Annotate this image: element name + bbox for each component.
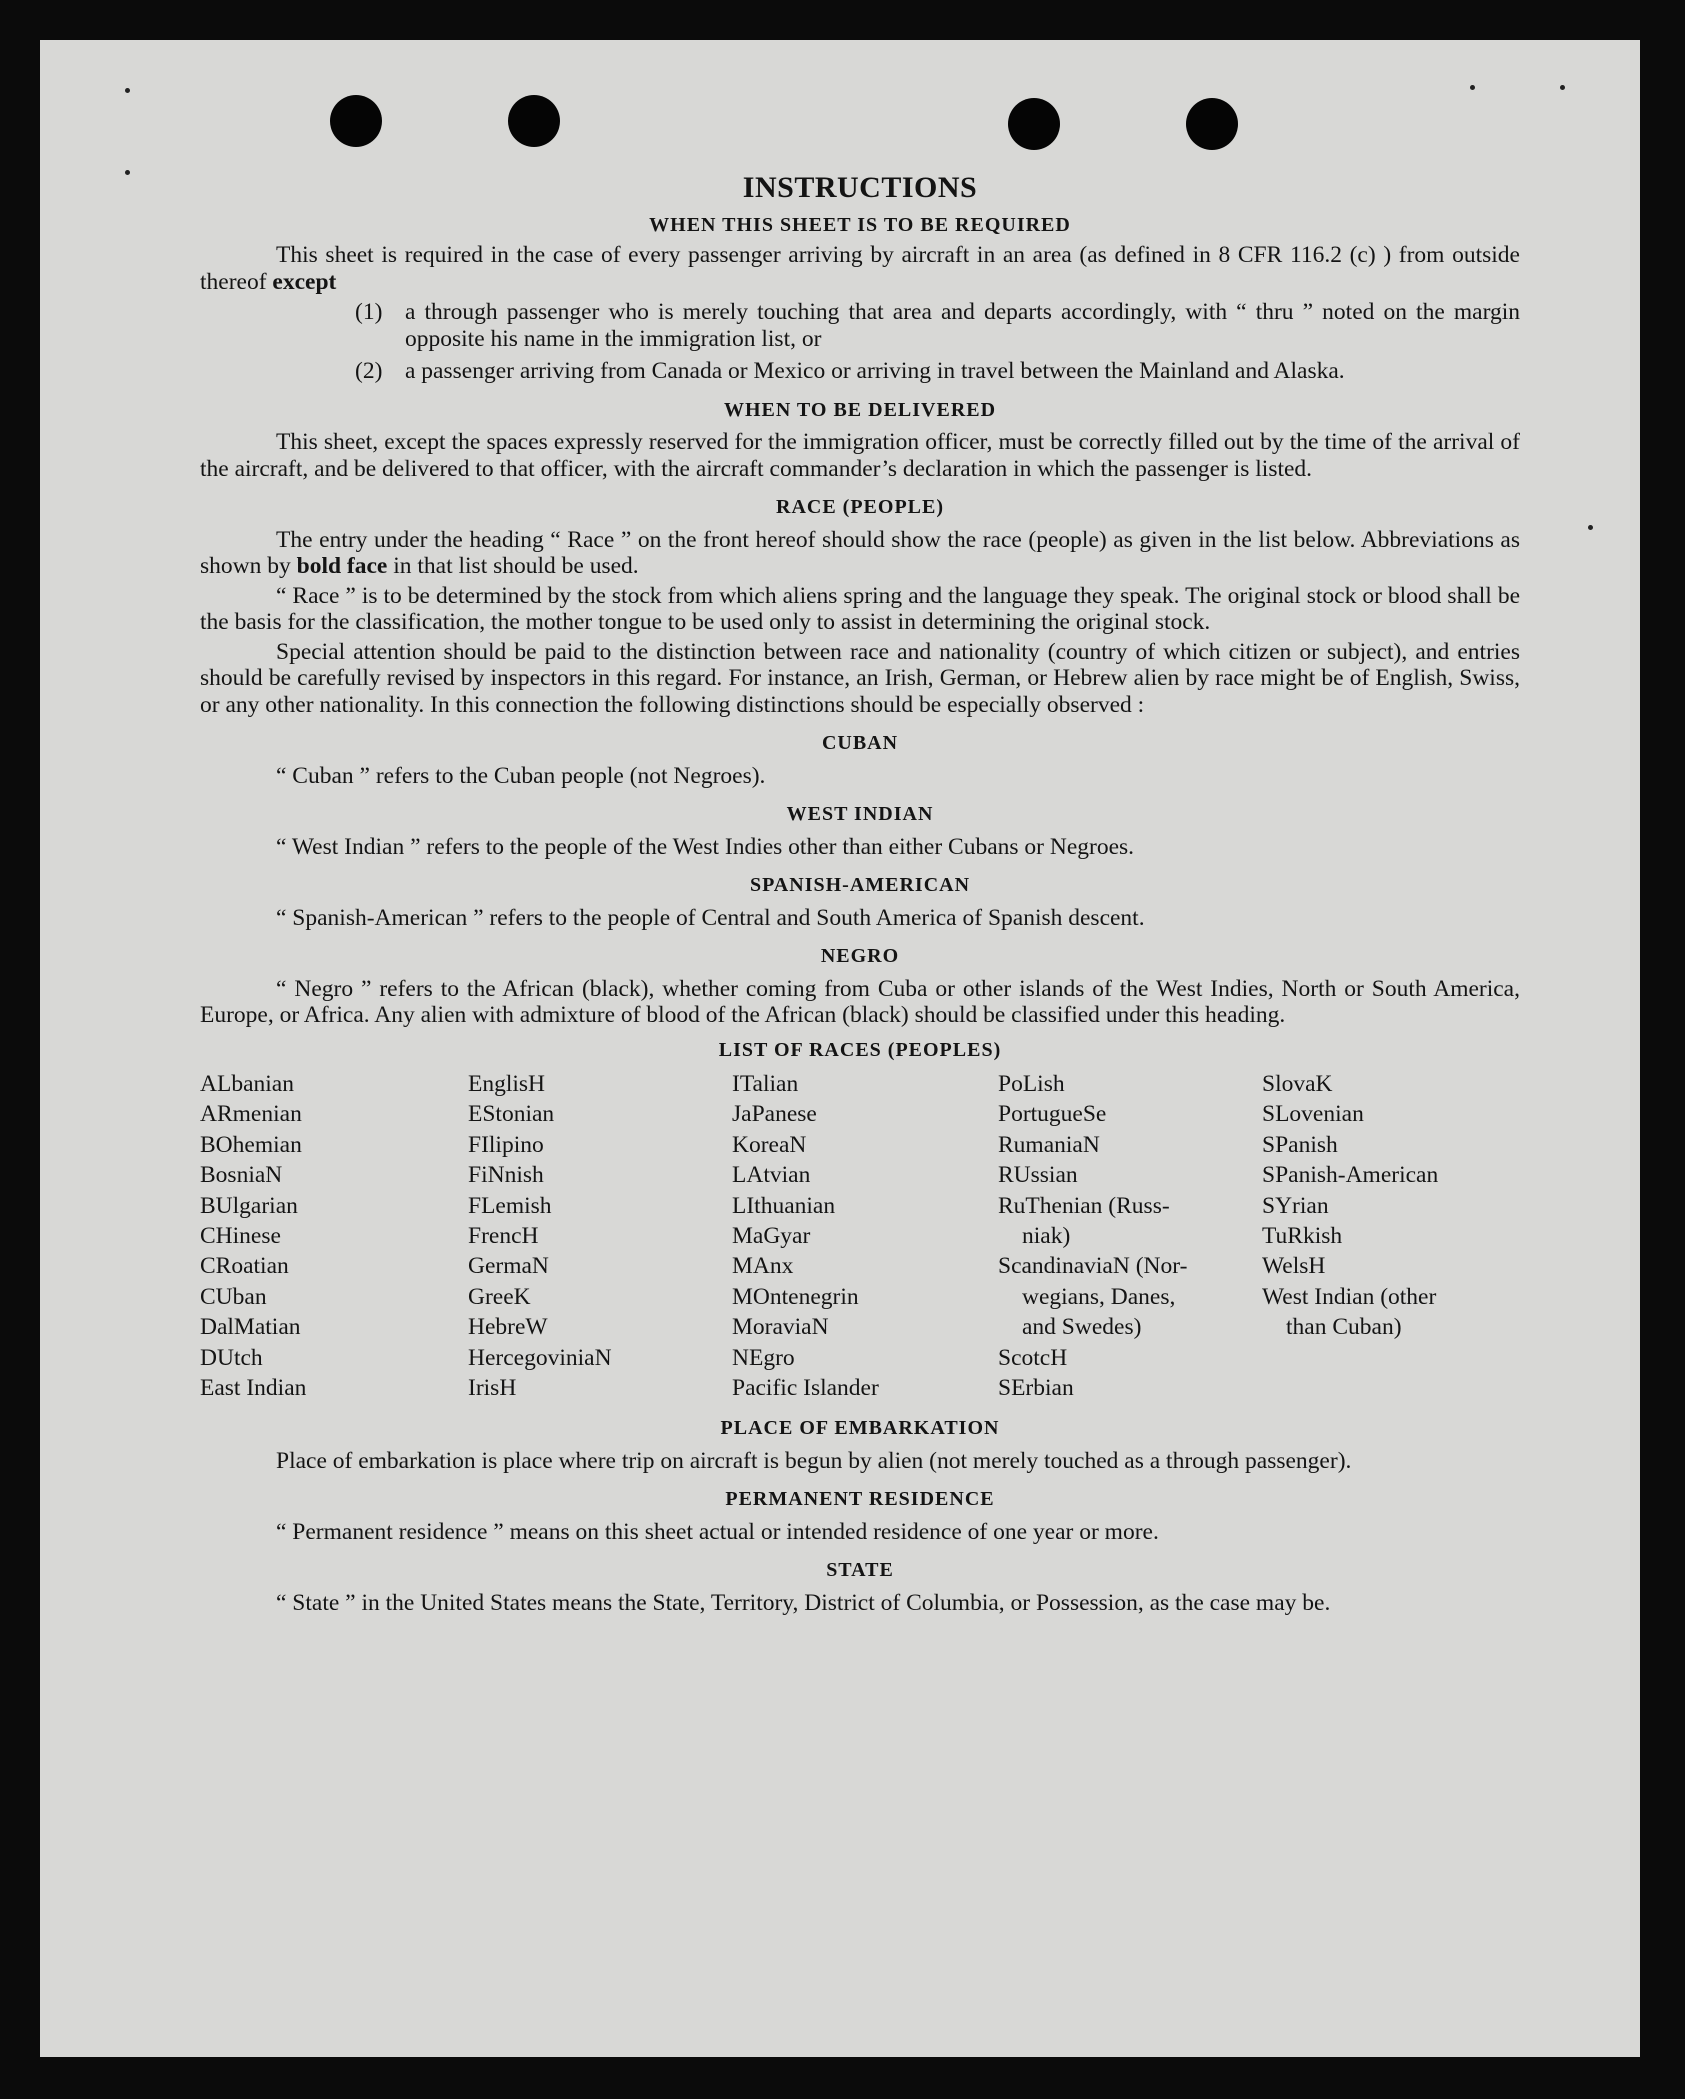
- race-entry: SlovaK: [1262, 1071, 1333, 1097]
- punch-hole: [1008, 98, 1060, 150]
- race-entry: RumaniaN: [998, 1131, 1100, 1158]
- heading-state: STATE: [826, 1559, 894, 1582]
- race-entry: CRoatian: [200, 1253, 289, 1280]
- heading-spanish-american: SPANISH-AMERICAN: [749, 874, 971, 896]
- race-entry: JaPanese: [732, 1101, 817, 1128]
- required-intro: This sheet is required in the case of every passenger arriving by aircraft in an area (as defined in 8 CFR 116.2 (c) ) from outside thereof except: [200, 242, 1520, 295]
- exception-item: (1) a through passenger who is merely touching that area and departs accordingly, with “ thru ” noted on the margin opposite his name in the immigration list, or: [355, 299, 1520, 352]
- heading-cuban: CUBAN: [821, 732, 899, 754]
- embarkation-text: Place of embarkation is place where trip on aircraft is begun by alien (not merely touched as a through passenger).: [276, 1447, 1352, 1474]
- race-entry: EStonian: [468, 1101, 555, 1128]
- races-column: [732, 1069, 998, 1403]
- races-column: [200, 1069, 468, 1403]
- heading-delivered: WHEN TO BE DELIVERED: [723, 398, 997, 421]
- race-entry: HebreW: [468, 1314, 548, 1341]
- negro-text: “ Negro ” refers to the African (black), whether coming from Cuba or other islands of the West Indies, North or South America, Europe, or Africa. Any alien with admixture of blood of the African (black) should be classified under this heading.: [200, 975, 1520, 1028]
- race-entry: EnglisH: [468, 1071, 546, 1097]
- race-entry: NEgro: [732, 1344, 795, 1371]
- race-entry: BosniaN: [200, 1162, 283, 1189]
- race-entry: RuThenian (Russ-: [998, 1192, 1170, 1219]
- race-entry-continued: niak): [1022, 1223, 1071, 1250]
- punch-hole: [330, 95, 382, 147]
- spanish-american-text: “ Spanish-American ” refers to the people of Central and South America of Spanish descent.: [276, 904, 1145, 931]
- paper-speck: [1470, 85, 1475, 90]
- race-paragraph: “ Race ” is to be determined by the stock from which aliens spring and the language they speak. The original stock or blood shall be the basis for the classification, the mother tongue to be used only to assist in determining the original stock.: [200, 582, 1520, 635]
- race-entry-continued: and Swedes): [1022, 1314, 1142, 1341]
- race-entry: FiNnish: [468, 1162, 544, 1189]
- race-entry: DalMatian: [200, 1314, 301, 1341]
- race-entry: FrencH: [468, 1223, 539, 1250]
- heading-required: WHEN THIS SHEET IS TO BE REQUIRED: [649, 213, 1071, 236]
- race-entry: SErbian: [998, 1375, 1074, 1402]
- race-entry: SPanish-American: [1262, 1162, 1439, 1189]
- race-entry-continued: than Cuban): [1286, 1314, 1402, 1341]
- races-list: [200, 1069, 1520, 1403]
- race-entry: GreeK: [468, 1283, 531, 1310]
- heading-negro: NEGRO: [820, 945, 900, 967]
- race-entry: ARmenian: [200, 1101, 302, 1128]
- races-column: [998, 1069, 1262, 1403]
- paper-speck: [125, 88, 130, 93]
- heading-residence: PERMANENT RESIDENCE: [725, 1488, 995, 1511]
- race-entry: RUssian: [998, 1162, 1078, 1189]
- race-entry: GermaN: [468, 1253, 549, 1280]
- race-entry: West Indian (other: [1262, 1283, 1437, 1310]
- race-entry: LAtvian: [732, 1162, 811, 1189]
- race-entry: ScandinaviaN (Nor-: [998, 1253, 1188, 1280]
- race-entry: MoraviaN: [732, 1314, 829, 1341]
- paper-speck: [1588, 525, 1593, 530]
- heading-list-of-races: LIST OF RACES (PEOPLES): [718, 1038, 1002, 1061]
- race-entry: CHinese: [200, 1223, 281, 1250]
- cuban-text: “ Cuban ” refers to the Cuban people (not Negroes).: [276, 762, 766, 789]
- heading-embarkation: PLACE OF EMBARKATION: [720, 1417, 1000, 1440]
- race-entry: IrisH: [468, 1375, 517, 1402]
- race-entry: PortugueSe: [998, 1101, 1107, 1128]
- paper-speck: [125, 170, 130, 175]
- state-text: “ State ” in the United States means the State, Territory, District of Columbia, or Possession, as the case may be.: [276, 1589, 1331, 1616]
- race-entry: BOhemian: [200, 1131, 302, 1158]
- race-entry: ScotcH: [998, 1344, 1068, 1371]
- race-entry: FIlipino: [468, 1131, 544, 1158]
- race-entry: BUlgarian: [200, 1192, 298, 1219]
- race-paragraph: Special attention should be paid to the distinction between race and nationality (country of which citizen or subject), and entries should be carefully revised by inspectors in this regard. For instance, an Irish, German, or Hebrew alien by race might be of English, Swiss, or any other nationality. In this connection the following distinctions should be especially observed :: [200, 638, 1520, 718]
- race-entry: LIthuanian: [732, 1192, 836, 1219]
- race-entry: MOntenegrin: [732, 1283, 859, 1310]
- race-entry: HercegoviniaN: [468, 1344, 612, 1371]
- races-column: [468, 1069, 732, 1403]
- race-entry: ALbanian: [200, 1071, 294, 1097]
- race-entry: SLovenian: [1262, 1101, 1364, 1128]
- race-entry-continued: wegians, Danes,: [1022, 1283, 1176, 1310]
- races-column: [1262, 1069, 1512, 1403]
- paper-speck: [1560, 85, 1565, 90]
- race-entry: FLemish: [468, 1192, 552, 1219]
- residence-text: “ Permanent residence ” means on this sheet actual or intended residence of one year or more.: [276, 1518, 1159, 1545]
- heading-race: RACE (PEOPLE): [776, 496, 944, 518]
- race-entry: ITalian: [732, 1071, 799, 1097]
- race-entry: East Indian: [200, 1375, 307, 1402]
- punch-hole: [1186, 98, 1238, 150]
- race-entry: DUtch: [200, 1344, 263, 1371]
- exception-item: (2) a passenger arriving from Canada or Mexico or arriving in travel between the Mainland and Alaska.: [355, 358, 1345, 384]
- race-entry: MAnx: [732, 1253, 794, 1280]
- delivered-text: This sheet, except the spaces expressly reserved for the immigration officer, must be correctly filled out by the time of the arrival of the aircraft, and be delivered to that officer, with the aircraft commander’s declaration in which the passenger is listed.: [200, 429, 1520, 482]
- heading-west-indian: WEST INDIAN: [786, 803, 934, 825]
- document-sheet: [40, 40, 1640, 2057]
- punch-hole: [508, 95, 560, 147]
- race-entry: KoreaN: [732, 1131, 807, 1158]
- race-entry: Pacific Islander: [732, 1375, 879, 1402]
- race-entry: TuRkish: [1262, 1223, 1343, 1250]
- instructions-content: [200, 171, 1520, 1619]
- race-entry: WelsH: [1262, 1253, 1326, 1280]
- race-entry: CUban: [200, 1283, 267, 1310]
- race-entry: MaGyar: [732, 1223, 811, 1250]
- page-title: INSTRUCTIONS: [742, 171, 978, 204]
- race-entry: SYrian: [1262, 1192, 1329, 1219]
- race-entry: PoLish: [998, 1071, 1065, 1097]
- race-entry: SPanish: [1262, 1131, 1338, 1158]
- race-paragraph: The entry under the heading “ Race ” on the front hereof should show the race (people) as given in the list below. Abbreviations as shown by bold face in that list should be used.: [200, 526, 1520, 579]
- west-indian-text: “ West Indian ” refers to the people of the West Indies other than either Cubans or Negroes.: [276, 833, 1135, 860]
